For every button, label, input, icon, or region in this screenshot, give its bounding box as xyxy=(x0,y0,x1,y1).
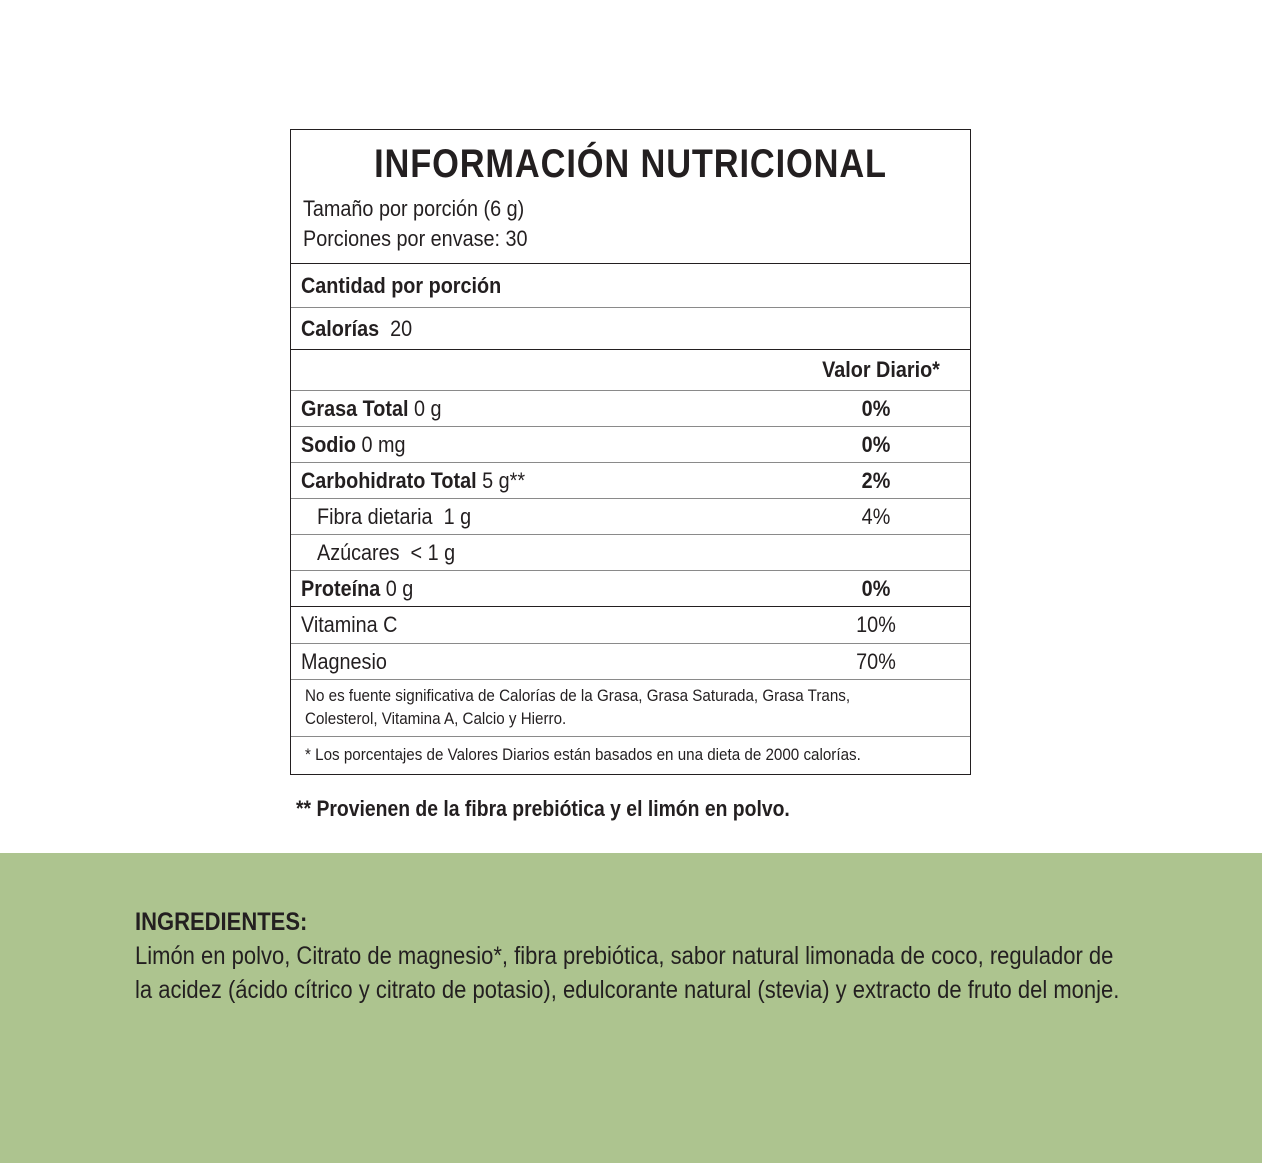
nutrient-name: Fibra dietaria xyxy=(317,503,433,529)
nutrient-amount: 1 g xyxy=(443,503,472,529)
nutrient-cell xyxy=(301,396,442,422)
nutrient-cell xyxy=(301,432,406,458)
servings-per-container: Porciones por envase: 30 xyxy=(303,226,528,251)
nutrient-row xyxy=(291,499,970,535)
nutrient-row xyxy=(291,535,970,571)
nutrient-amount: 0 g xyxy=(413,395,442,421)
nutrition-facts-label xyxy=(290,129,971,775)
nutrient-cell xyxy=(301,468,525,494)
nutrient-name: Grasa Total xyxy=(301,395,409,421)
not-significant-line-1: No es fuente significativa de Calorías de la Grasa, Grasa Saturada, Grasa Trans, xyxy=(305,687,851,705)
nutrient-name: Sodio xyxy=(301,431,356,457)
nutrient-name: Azúcares xyxy=(317,539,400,565)
nutrient-row xyxy=(291,463,970,499)
label-title: INFORMACIÓN NUTRICIONAL xyxy=(374,142,887,186)
nutrient-amount: 0 g xyxy=(385,575,414,601)
nutrient-cell xyxy=(301,576,413,602)
vitamin-dv: 10% xyxy=(856,612,896,637)
nutrient-name: Carbohidrato Total xyxy=(301,467,477,493)
vitamin-dv: 70% xyxy=(856,648,896,674)
calories-row xyxy=(291,308,970,350)
nutrient-cell xyxy=(317,504,471,530)
nutrient-dv: 0% xyxy=(861,431,891,457)
not-significant-line-2: Colesterol, Vitamina A, Calcio y Hierro. xyxy=(305,710,567,728)
daily-value-header-row xyxy=(291,350,970,391)
nutrient-name: Proteína xyxy=(301,575,381,601)
nutrient-amount: < 1 g xyxy=(410,539,456,565)
ingredients-line-1: Limón en polvo, Citrato de magnesio*, fibra prebiótica, sabor natural limonada de coco, regulador de xyxy=(135,942,1114,970)
nutrient-cell xyxy=(317,540,455,566)
nutrient-row xyxy=(291,571,970,607)
label-header xyxy=(291,130,970,264)
ingredients-panel xyxy=(0,853,1262,1163)
footnote: ** Provienen de la fibra prebiótica y el limón en polvo. xyxy=(296,796,790,821)
nutrient-amount: 5 g** xyxy=(482,467,526,493)
nutrient-dv: 2% xyxy=(861,467,891,493)
serving-size: Tamaño por porción (6 g) xyxy=(303,196,525,221)
ingredients-line-2: la acidez (ácido cítrico y citrato de potasio), edulcorante natural (stevia) y extracto de fruto del monje. xyxy=(135,976,1120,1004)
amount-per-serving-row xyxy=(291,264,970,308)
vitamin-name: Vitamina C xyxy=(301,612,398,637)
calories-value: 20 xyxy=(390,315,413,341)
vitamin-row xyxy=(291,607,970,644)
nutrient-dv: 0% xyxy=(861,575,891,601)
daily-values-note: * Los porcentajes de Valores Diarios están basados en una dieta de 2000 calorías. xyxy=(305,746,861,764)
calories-cell xyxy=(301,316,412,342)
calories-label: Calorías xyxy=(301,315,380,341)
daily-value-header: Valor Diario* xyxy=(822,357,940,382)
not-significant-note-row xyxy=(291,680,970,737)
vitamin-row xyxy=(291,644,970,680)
vitamin-name: Magnesio xyxy=(301,648,387,674)
nutrient-row xyxy=(291,427,970,463)
amount-per-serving-label: Cantidad por porción xyxy=(301,272,502,298)
nutrient-amount: 0 mg xyxy=(361,431,406,457)
daily-values-note-row xyxy=(291,737,970,774)
nutrient-dv: 4% xyxy=(861,503,891,529)
ingredients-text xyxy=(135,939,1120,1007)
ingredients-title: INGREDIENTES: xyxy=(135,908,308,936)
nutrient-row xyxy=(291,391,970,427)
nutrient-dv: 0% xyxy=(861,395,891,421)
